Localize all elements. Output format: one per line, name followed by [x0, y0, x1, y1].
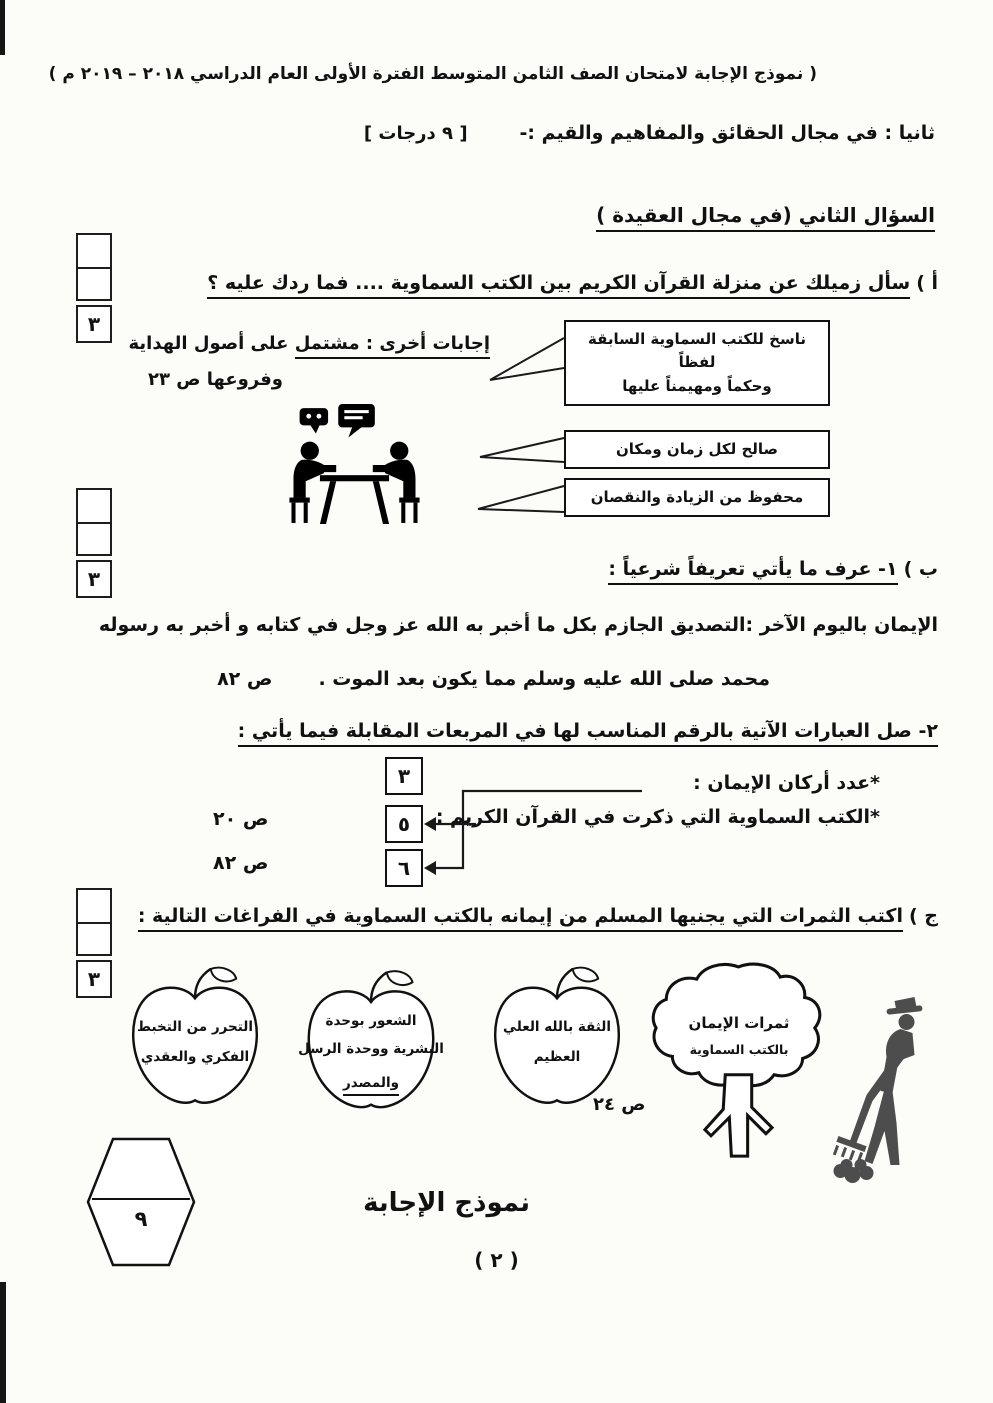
other-answers-rest: على أصول الهداية [128, 333, 289, 354]
margin-empty-cell [76, 522, 112, 556]
margin-mark-c: ٣ [76, 960, 112, 998]
definition-line-1: الإيمان باليوم الآخر :التصديق الجازم بكل ما أخبر به الله عز وجل في كتابه و أخبر به رسوله [98, 614, 938, 636]
match-arrow-item2 [424, 817, 436, 831]
margin-score-box-a [76, 233, 112, 343]
answer-box-1-line2: وحكماً ومهيمناً عليها [622, 376, 772, 395]
fruit-2-text-line3-underlined: والمصدر [343, 1075, 399, 1096]
number-box-6: ٦ [385, 849, 423, 887]
apple-icon [116, 963, 274, 1115]
part-a-letter: أ ) [916, 272, 938, 294]
answer-box-1 [564, 320, 830, 406]
match-line-item1 [436, 791, 642, 868]
fruit-1-text-line2: الفكري والعقدي [140, 1049, 250, 1065]
total-score-value: ٩ [134, 1207, 148, 1231]
page-ref-24: ص ٢٤ [593, 1094, 646, 1115]
section-marks-badge: [ ٩ درجات ] [363, 123, 468, 144]
match-arrow-item1 [424, 861, 436, 875]
margin-empty-cell [76, 233, 112, 267]
question-title: السؤال الثاني (في مجال العقيدة ) [596, 203, 935, 232]
fruit-answer-3 [478, 963, 636, 1115]
fruit-1-text-line1: التحرر من التخبط [137, 1019, 253, 1035]
margin-empty-cell [76, 888, 112, 922]
section-title: ثانيا : في مجال الحقائق والمفاهيم والقيم :- [519, 122, 935, 144]
two-people-talking-svg [272, 404, 437, 526]
fruit-3-text-line1: الثقة بالله العلي [503, 1019, 611, 1035]
other-answers-continuation: وفروعها ص ٢٣ [147, 369, 283, 390]
other-answers-label: إجابات أخرى : مشتمل [295, 333, 490, 359]
scan-edge-mark-top [0, 0, 5, 55]
matching-item-1: *عدد أركان الإيمان : [693, 772, 880, 794]
apple-icon [478, 963, 636, 1115]
margin-mark-b: ٣ [76, 560, 112, 598]
definition-line-2: محمد صلى الله عليه وسلم مما يكون بعد الموت . [318, 668, 770, 690]
fruit-3-text-line2: العظيم [533, 1049, 581, 1065]
tree-text-line2: بالكتب السماوية [689, 1042, 789, 1057]
tree-text-line1: ثمرات الإيمان [688, 1014, 790, 1032]
fruit-answer-2 [292, 963, 450, 1123]
number-box-3: ٣ [385, 757, 423, 795]
matching-instruction: ٢- صل العبارات الآتية بالرقم المناسب لها في المربعات المقابلة فيما يأتي : [238, 720, 938, 747]
fruit-2-text-line1: الشعور بوحدة [325, 1013, 417, 1029]
definition-page-ref: ص ٨٢ [217, 668, 273, 690]
number-box-5: ٥ [385, 805, 423, 843]
answer-box-1-line1: ناسخ للكتب السماوية السابقة لفظاً [588, 330, 806, 372]
fruit-answer-1 [116, 963, 274, 1115]
part-c-letter: ج ) [909, 905, 938, 927]
part-b-title: ١- عرف ما يأتي تعريفاً شرعياً : [608, 558, 897, 585]
margin-mark-a: ٣ [76, 305, 112, 343]
tree-icon [650, 958, 828, 1163]
part-b-letter: ب ) [903, 558, 938, 580]
part-a-question: سأل زميلك عن منزلة القرآن الكريم بين الكتب السماوية .... فما ردك عليه ؟ [207, 272, 910, 299]
callout-pointer-2 [480, 438, 564, 462]
farmer-svg [812, 995, 947, 1185]
page-number: ( ٢ ) [474, 1248, 519, 1272]
exam-header-title: ( نموذج الإجابة لامتحان الصف الثامن المتوسط الفترة الأولى العام الدراسي ٢٠١٨ – ٢٠١٩ م ) [48, 64, 817, 84]
callout-pointer-3 [478, 486, 564, 512]
two-people-talking-icon [272, 404, 437, 526]
page-ref-20: ص ٢٠ [213, 808, 269, 830]
matching-item-2: *الكتب السماوية التي ذكرت في القرآن الكريم : [435, 806, 880, 828]
callout-pointer-1 [490, 338, 564, 380]
part-c-title: اكتب الثمرات التي يجنيها المسلم من إيمانه بالكتب السماوية في الفراغات التالية : [138, 905, 903, 932]
footer-model-answer-label: نموذج الإجابة [363, 1188, 530, 1218]
fruit-2-text-line2: البشرية ووحدة الرسل [298, 1041, 444, 1057]
other-answers-note [129, 333, 491, 354]
faith-fruits-tree [650, 958, 828, 1163]
farmer-raking-icon [812, 995, 947, 1185]
answer-box-3: محفوظ من الزيادة والنقصان [564, 478, 830, 517]
margin-score-box-c [76, 888, 112, 998]
margin-empty-cell [76, 267, 112, 301]
fruit-2-text-line3 [292, 1075, 450, 1091]
answer-box-2: صالح لكل زمان ومكان [564, 430, 830, 469]
page-ref-82: ص ٨٢ [213, 852, 269, 874]
scan-edge-mark-bottom [0, 1282, 6, 1403]
margin-empty-cell [76, 922, 112, 956]
margin-score-box-b [76, 488, 112, 598]
margin-empty-cell [76, 488, 112, 522]
